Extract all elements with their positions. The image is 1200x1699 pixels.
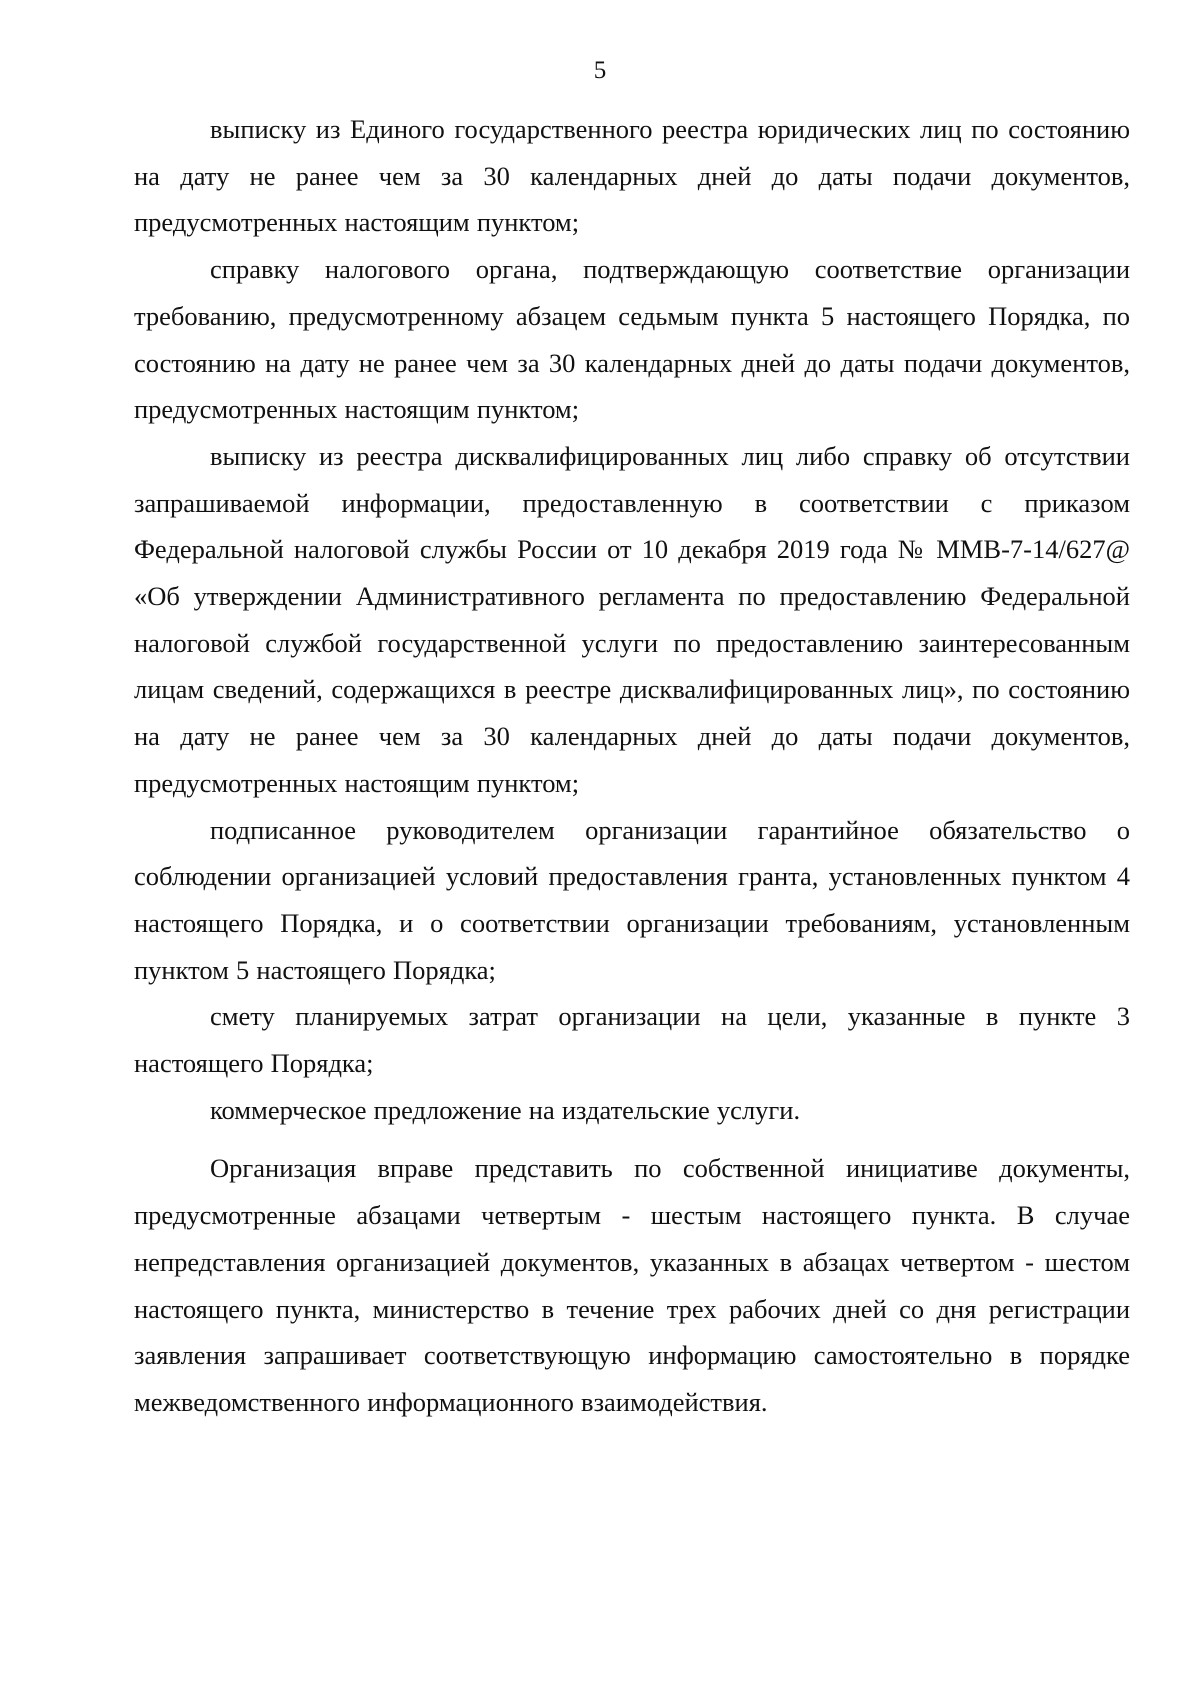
paragraph-tax-certificate: справку налогового органа, подтверждающую соответствие организации требованию, предусмотренному абзацем седьмым пункта 5 настоящего Порядка, по состоянию на дату не ранее чем за 30 календарных дней до даты подачи документов, предусмотренных настоящим пунктом; [134, 254, 1130, 425]
document-body [134, 106, 1130, 1426]
page-number: 5 [593, 57, 607, 84]
paragraph-disqualified-registry: выписку из реестра дисквалифицированных лиц либо справку об отсутствии запрашиваемой информации, предоставленную в соответствии с приказом Федеральной налоговой службы России от 10 декабря 2019 года № ММВ-7-14/627@ «Об утверждении Административного регламента по предоставлению Федеральной налоговой службой государственной услуги по предоставлению заинтересованным лицам сведений, содержащихся в реестре дисквалифицированных лиц», по состоянию на дату не ранее чем за 30 календарных дней до даты подачи документов, предусмотренных настоящим пунктом; [134, 440, 1130, 798]
paragraph-egrul-extract: выписку из Единого государственного реестра юридических лиц по состоянию на дату не ранее чем за 30 календарных дней до даты подачи документов, предусмотренных настоящим пунктом; [134, 114, 1130, 238]
paragraph-commercial-offer: коммерческое предложение на издательские услуги. [210, 1094, 801, 1125]
paragraph-guarantee-obligation: подписанное руководителем организации гарантийное обязательство о соблюдении организацией условий предоставления гранта, установленных пунктом 4 настоящего Порядка, и о соответствии организации требованиям, установленным пунктом 5 настоящего Порядка; [134, 814, 1130, 985]
paragraph-interagency-request: Организация вправе представить по собственной инициативе документы, предусмотренные абзацами четвертым - шестым настоящего пункта. В случае непредставления организацией документов, указанных в абзацах четвертом - шестом настоящего пункта, министерство в течение трех рабочих дней со дня регистрации заявления запрашивает соответствующую информацию самостоятельно в порядке межведомственного информационного взаимодействия. [134, 1153, 1130, 1417]
paragraph-cost-estimate: смету планируемых затрат организации на цели, указанные в пункте 3 настоящего Порядка; [134, 1001, 1130, 1079]
